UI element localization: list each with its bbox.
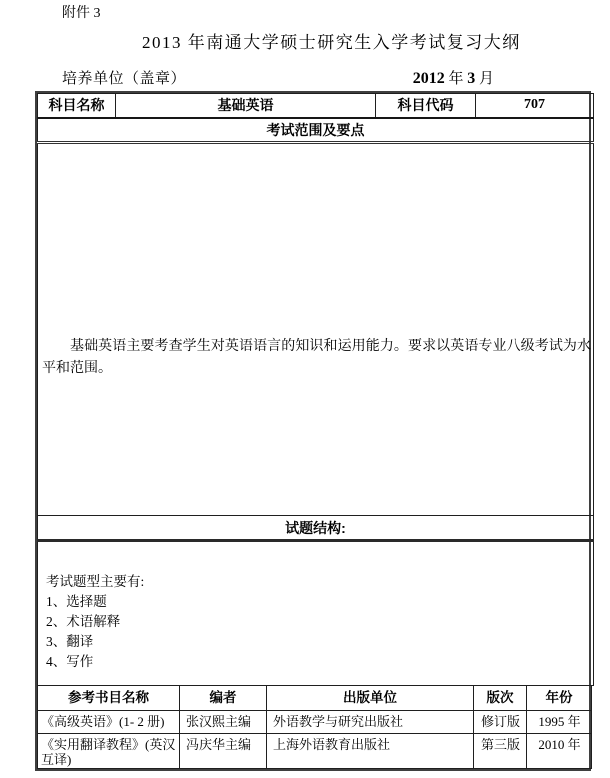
structure-content-row xyxy=(38,541,594,686)
subject-name-value: 基础英语 xyxy=(116,94,376,118)
structure-header-row xyxy=(38,516,594,541)
date-month: 3 xyxy=(467,70,476,87)
ref-col-publisher: 出版单位 xyxy=(267,686,474,710)
subject-code-value: 707 xyxy=(476,94,594,118)
unit-label: 培养单位（盖章） xyxy=(62,71,187,87)
ref-year: 1995 年 xyxy=(527,710,592,733)
reference-row xyxy=(38,710,592,733)
references-table xyxy=(37,686,592,769)
date-month-unit: 月 xyxy=(475,71,494,87)
question-type-item: 1、选择题 xyxy=(46,593,107,609)
date-year: 2012 xyxy=(412,70,445,87)
reference-row xyxy=(38,733,592,768)
ref-publisher: 外语教学与研究出版社 xyxy=(267,710,474,733)
ref-year: 2010 年 xyxy=(527,733,592,768)
ref-editor: 张汉熙主编 xyxy=(180,710,267,733)
scope-content-text: 基础英语主要考查学生对英语语言的知识和运用能力。要求以英语专业八级考试为水平和范围。 xyxy=(42,338,591,376)
page-title: 2013 年南通大学硕士研究生入学考试复习大纲 xyxy=(142,33,521,52)
ref-publisher: 上海外语教育出版社 xyxy=(267,733,474,768)
structure-intro: 考试题型主要有: xyxy=(46,573,145,589)
ref-col-year: 年份 xyxy=(527,686,592,710)
question-type-item: 2、术语解释 xyxy=(46,613,121,629)
ref-edition: 修订版 xyxy=(474,710,527,733)
ref-editor: 冯庆华主编 xyxy=(180,733,267,768)
subject-table xyxy=(37,93,594,686)
question-type-item: 4、写作 xyxy=(46,653,94,669)
date-year-unit: 年 xyxy=(444,71,468,87)
structure-content-cell xyxy=(38,541,594,686)
scope-header-row xyxy=(38,118,594,143)
ref-col-editor: 编者 xyxy=(180,686,267,710)
subject-code-label: 科目代码 xyxy=(376,94,476,118)
unit-date-row xyxy=(62,69,494,89)
subject-row xyxy=(38,94,594,118)
references-header-row xyxy=(38,686,592,710)
ref-col-edition: 版次 xyxy=(474,686,527,710)
scope-content-row xyxy=(38,143,594,516)
structure-header: 试题结构: xyxy=(38,516,594,541)
exam-outline-form xyxy=(35,91,591,771)
ref-col-book-title: 参考书目名称 xyxy=(38,686,180,710)
question-type-item: 3、翻译 xyxy=(46,633,94,649)
doc-date xyxy=(413,69,494,89)
ref-book-title: 《实用翻译教程》(英汉互译) xyxy=(38,733,180,768)
ref-book-title: 《高级英语》(1- 2 册) xyxy=(38,710,180,733)
question-type-list xyxy=(46,592,587,672)
attachment-label: 附件 3 xyxy=(62,6,101,21)
ref-edition: 第三版 xyxy=(474,733,527,768)
scope-header: 考试范围及要点 xyxy=(38,118,594,143)
scope-content-cell xyxy=(38,143,594,516)
subject-name-label: 科目名称 xyxy=(38,94,116,118)
